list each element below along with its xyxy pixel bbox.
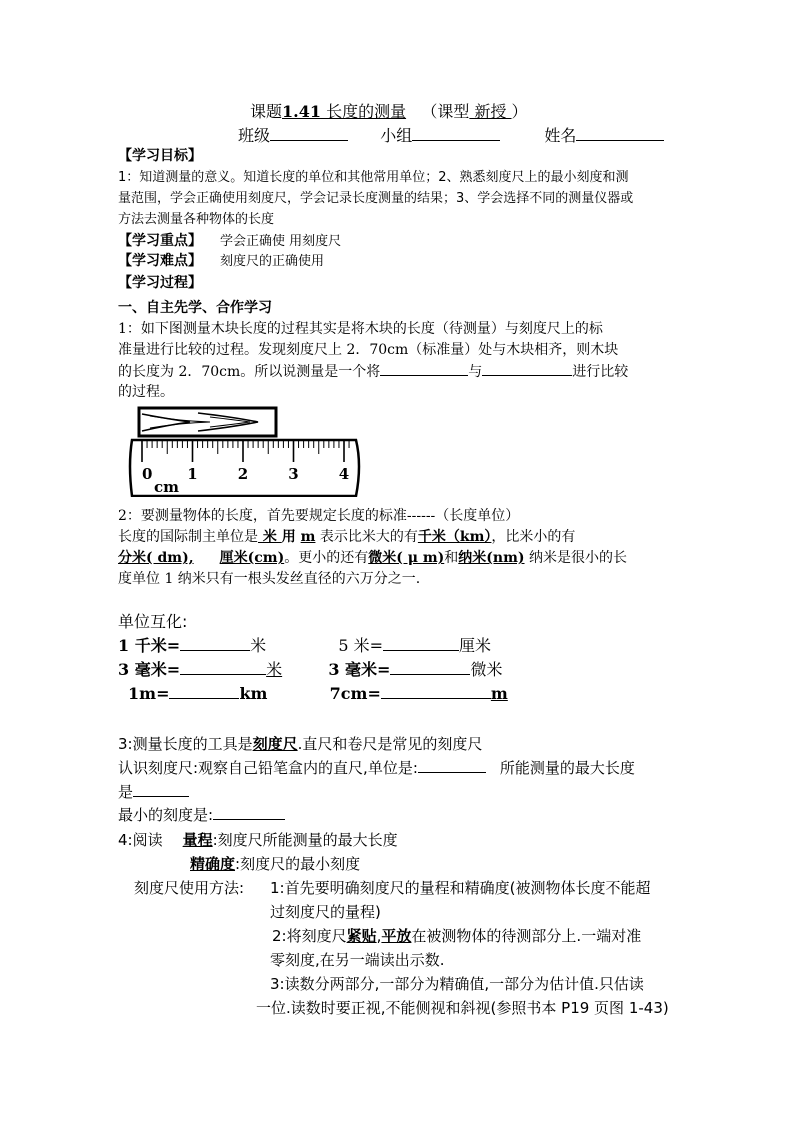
- q1-line: 准量进行比较的过程。发现刻度尺上 2．70cm（标准量）处与木块相齐，则木块: [118, 342, 619, 358]
- class-field[interactable]: [270, 126, 348, 141]
- q3-line: 最小的刻度是:: [118, 803, 285, 827]
- answer-blank[interactable]: [482, 361, 572, 376]
- ruler-tick-label: 0: [142, 465, 153, 483]
- ruler-tick-label: 4: [338, 465, 350, 483]
- answer-blank[interactable]: [133, 782, 189, 797]
- answer-blank[interactable]: [213, 805, 285, 820]
- wood-block: [139, 408, 276, 436]
- q2-line: 2：要测量物体的长度，首先要规定长度的标准------（长度单位）: [118, 508, 520, 524]
- q2-line: 分米( dm), 厘米(cm)。更小的还有微米( μ m)和纳米(nm) 纳米是很小的长: [118, 550, 627, 566]
- section1-heading: 一、自主先学、合作学习: [118, 300, 272, 316]
- answer-blank[interactable]: [180, 636, 250, 651]
- method-step: 零刻度,在另一端读出示数.: [270, 951, 445, 969]
- method-step: 2:将刻度尺紧贴,平放在被测物体的待测部分上.一端对准: [272, 927, 642, 945]
- answer-blank[interactable]: [418, 758, 486, 773]
- student-info-row: 班级 小组 姓名: [238, 124, 664, 148]
- answer-blank[interactable]: [390, 660, 470, 675]
- answer-blank[interactable]: [380, 361, 468, 376]
- ruler-figure: [128, 405, 368, 497]
- q3-line: 是: [118, 780, 189, 804]
- q2-line: 长度的国际制主单位是 米 用 m 表示比米大的有千米（km），比米小的有: [118, 529, 576, 545]
- method-step: 3:读数分两部分,一部分为精确值,一部分为估计值.只估读: [270, 975, 644, 993]
- key-point-row: 【学习重点】 学会正确使 用刻度尺: [118, 233, 342, 249]
- q2-line: 度单位 1 纳米只有一根头发丝直径的六万分之一.: [118, 571, 421, 587]
- q4-line: 精确度:刻度尺的最小刻度: [190, 855, 361, 873]
- ruler-tick-label: 1: [187, 465, 198, 483]
- group-field[interactable]: [412, 126, 500, 141]
- q4-line: 4:阅读 量程:刻度尺所能测量的最大长度: [118, 831, 398, 849]
- method-label: 刻度尺使用方法:: [134, 879, 245, 897]
- q1-line: 的过程。: [118, 384, 174, 400]
- answer-blank[interactable]: [169, 684, 239, 699]
- answer-blank[interactable]: [383, 636, 459, 651]
- method-step: 一位.读数时要正视,不能侧视和斜视(参照书本 P19 页图 1-43): [256, 999, 669, 1017]
- ruler-tick-label: 2: [237, 465, 249, 483]
- answer-blank[interactable]: [180, 660, 266, 675]
- conversion-row: 3 毫米= 米 3 毫米= 微米: [118, 660, 503, 679]
- page-title: 课题1.41 长度的测量 （课型 新授 ）: [250, 102, 528, 121]
- conversion-heading: 单位互化:: [118, 612, 188, 631]
- goals-heading: 【学习目标】: [118, 148, 202, 164]
- ruler-body: [130, 440, 359, 496]
- answer-blank[interactable]: [381, 684, 491, 699]
- method-step: 过刻度尺的量程): [270, 903, 381, 921]
- conversion-row: 1m= km 7cm= m: [128, 684, 508, 703]
- q3-line: 认识刻度尺:观察自己铅笔盒内的直尺,单位是: 所能测量的最大长度: [118, 759, 635, 777]
- method-step: 1:首先要明确刻度尺的量程和精确度(被测物体长度不能超: [270, 879, 651, 897]
- q1-line: 1：如下图测量木块长度的过程其实是将木块的长度（待测量）与刻度尺上的标: [118, 321, 603, 337]
- goals-line: 1：知道测量的意义。知道长度的单位和其他常用单位；2、熟悉刻度尺上的最小刻度和测: [118, 170, 629, 185]
- name-field[interactable]: [576, 126, 664, 141]
- conversion-row: 1 千米= 米 5 米= 厘米: [118, 636, 492, 655]
- q1-line: 的长度为 2．70cm。所以说测量是一个将 与 进行比较: [118, 361, 628, 382]
- goals-line: 量范围，学会正确使用刻度尺，学会记录长度测量的结果；3、学会选择不同的测量仪器或: [118, 191, 634, 206]
- goals-line: 方法去测量各种物体的长度: [118, 212, 275, 227]
- ruler-tick-label: 3: [288, 465, 299, 483]
- difficulty-row: 【学习难点】 刻度尺的正确使用: [118, 253, 325, 269]
- ruler-unit-label: cm: [154, 478, 180, 496]
- q3-line: 3:测量长度的工具是刻度尺.直尺和卷尺是常见的刻度尺: [118, 735, 483, 753]
- process-heading: 【学习过程】: [118, 275, 202, 291]
